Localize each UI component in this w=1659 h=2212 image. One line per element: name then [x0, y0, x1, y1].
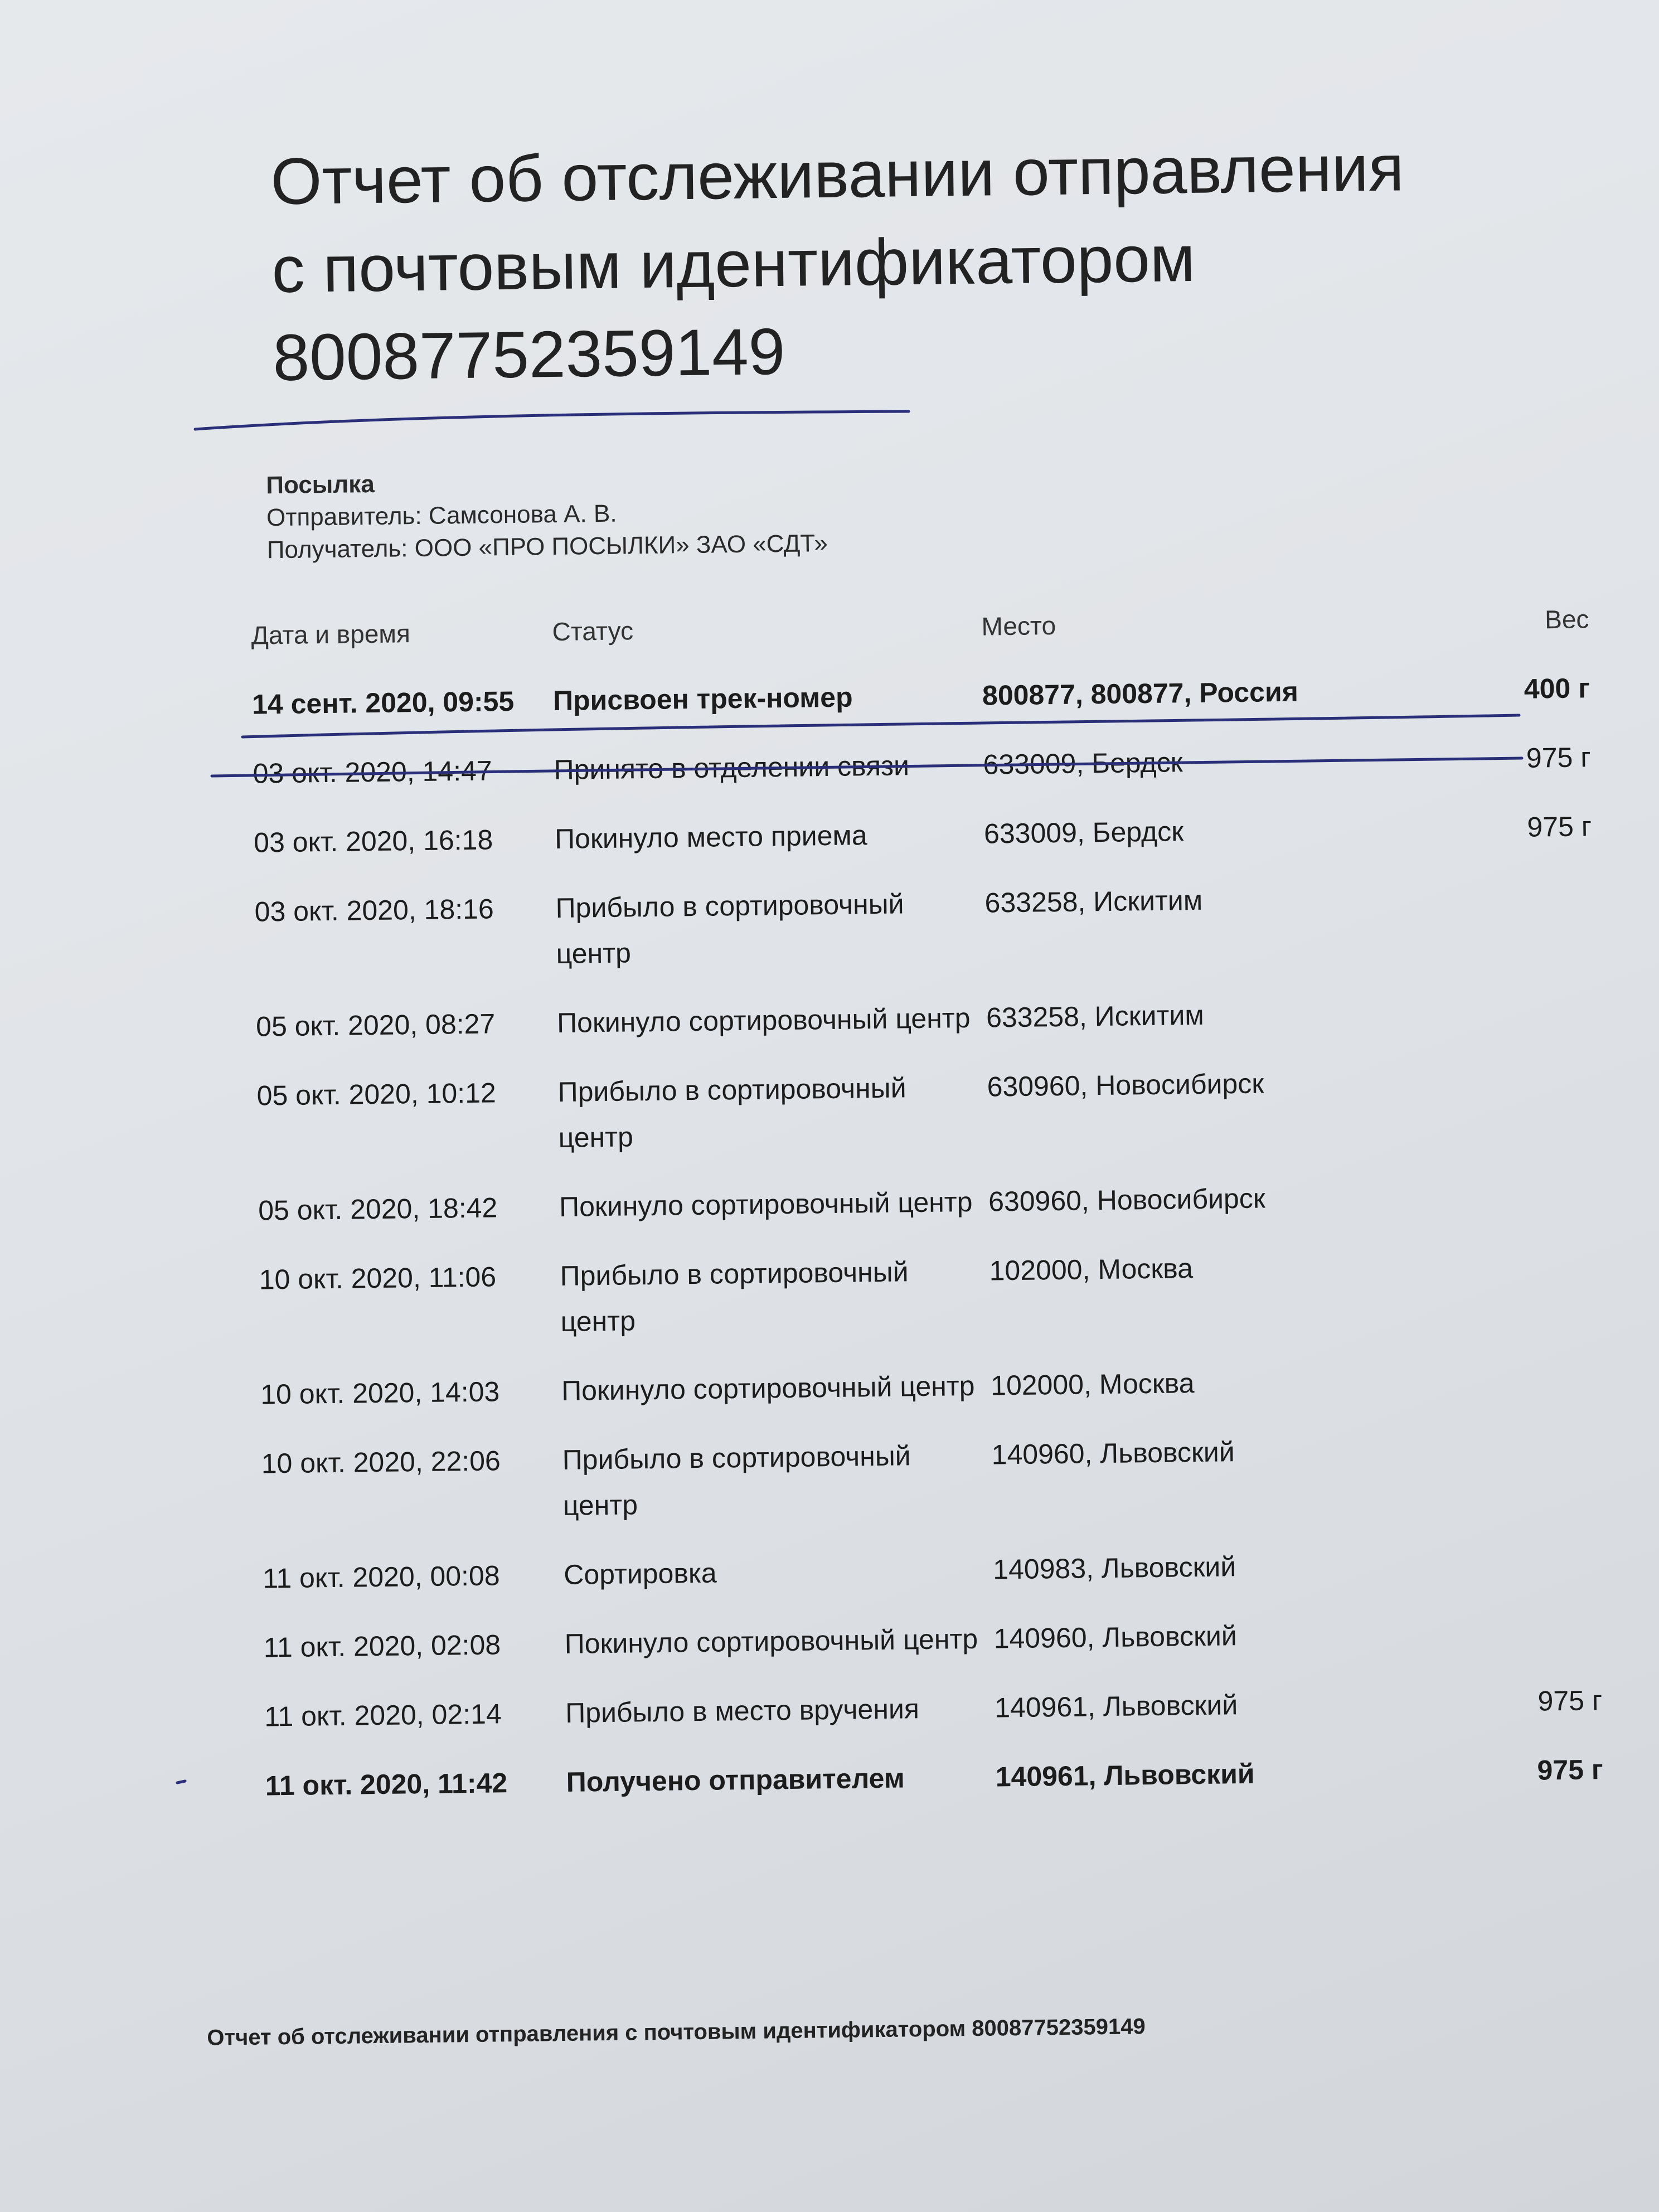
table-row: [254, 1747, 1626, 1809]
row-weight: [1412, 1171, 1619, 1220]
tracking-table: [240, 604, 1626, 1832]
recipient-line: Получатель: ООО «ПРО ПОСЫЛКИ» ЗАО «СДТ»: [266, 529, 828, 564]
row-date: 10 окт. 2020, 22:06: [261, 1445, 501, 1479]
row-weight: 975 г: [1537, 1685, 1603, 1717]
table-row: [247, 1171, 1619, 1234]
row-status: Присвоен трек-номер: [552, 681, 853, 717]
row-date: 03 окт. 2020, 16:18: [253, 824, 493, 858]
row-status: Покинуло сортировочный центр: [564, 1623, 978, 1660]
table-row: [241, 734, 1613, 797]
row-date: 11 окт. 2020, 02:08: [263, 1629, 501, 1663]
row-place: 633009, Бердск: [983, 746, 1183, 780]
row-status: Сортировка: [563, 1557, 717, 1590]
row-weight: [1410, 1056, 1618, 1151]
row-date: 14 сент. 2020, 09:55: [251, 685, 515, 720]
header-place: Место: [981, 610, 1056, 641]
title-line-2: с почтовым идентификатором: [271, 221, 1196, 307]
table-row: [243, 872, 1616, 981]
header-date: Дата и время: [251, 619, 411, 650]
row-weight: [1415, 1424, 1622, 1519]
row-place: 140961, Львовский: [994, 1689, 1238, 1724]
table-body: [241, 665, 1626, 1809]
row-place: 140960, Львовский: [993, 1620, 1238, 1655]
row-place: 140961, Львовский: [995, 1758, 1255, 1793]
row-date: 05 окт. 2020, 18:42: [258, 1192, 498, 1226]
row-weight: 975 г: [1527, 811, 1592, 843]
row-weight: [1408, 872, 1616, 967]
row-date: 11 окт. 2020, 00:08: [262, 1560, 500, 1594]
row-date: 10 окт. 2020, 11:06: [259, 1261, 497, 1296]
row-date: 05 окт. 2020, 10:12: [256, 1077, 497, 1112]
sender-line: Отправитель: Самсонова А. В.: [266, 499, 617, 532]
page-footer: Отчет об отслеживании отправления с почтовым идентификатором 80087752359149: [207, 2014, 1146, 2050]
row-weight: 975 г: [1537, 1754, 1604, 1786]
row-weight: [1417, 1539, 1623, 1588]
row-weight: [1417, 1608, 1624, 1657]
table-row: [250, 1424, 1622, 1532]
row-status: Принято в отделении связи: [554, 750, 910, 785]
table-row: [249, 1355, 1621, 1418]
row-place: 633009, Бердск: [983, 816, 1184, 850]
table-row: [248, 1240, 1620, 1348]
table-row: [252, 1608, 1624, 1671]
row-place: 630960, Новосибирск: [988, 1182, 1265, 1217]
row-status: Покинуло сортировочный центр: [559, 1186, 973, 1223]
header-status: Статус: [552, 616, 634, 647]
row-weight: 975 г: [1526, 741, 1591, 774]
row-place: 633258, Искитим: [984, 884, 1203, 919]
parcel-kind: Посылка: [266, 470, 375, 499]
table-row: [253, 1677, 1625, 1740]
row-weight: [1414, 1355, 1621, 1404]
row-date: 11 окт. 2020, 11:42: [265, 1767, 508, 1802]
table-row: [242, 803, 1614, 866]
row-date: 05 окт. 2020, 08:27: [255, 1008, 496, 1042]
header-weight: Вес: [1544, 604, 1589, 634]
row-date: 10 окт. 2020, 14:03: [260, 1376, 500, 1410]
row-date: 11 окт. 2020, 02:14: [264, 1698, 502, 1733]
row-date: 03 окт. 2020, 14:47: [253, 755, 493, 789]
report-title: [270, 122, 1556, 402]
row-status: Покинуло сортировочный центр: [561, 1370, 975, 1406]
row-place: 800877, 800877, Россия: [982, 676, 1299, 711]
row-weight: [1410, 987, 1617, 1036]
row-date: 03 окт. 2020, 18:16: [254, 893, 494, 928]
row-place: 140960, Львовский: [991, 1436, 1235, 1471]
row-place: 630960, Новосибирск: [987, 1068, 1264, 1103]
row-place: 102000, Москва: [990, 1367, 1195, 1401]
row-status: Прибыло в сортировочный центр: [560, 1256, 909, 1337]
tracking-number: 80087752359149: [272, 314, 786, 395]
table-row: [245, 1056, 1618, 1165]
table-row: [245, 987, 1617, 1050]
row-status: Прибыло в сортировочный центр: [557, 1072, 906, 1153]
row-status: Покинуло сортировочный центр: [556, 1002, 971, 1039]
shipment-info: [266, 463, 828, 566]
row-status: Прибыло в место вручения: [565, 1693, 920, 1729]
table-row: [251, 1539, 1623, 1602]
row-status: Покинуло место приема: [554, 819, 867, 855]
row-weight: 400 г: [1524, 672, 1590, 705]
row-status: Получено отправителем: [566, 1762, 905, 1798]
row-place: 102000, Москва: [989, 1253, 1194, 1287]
row-place: 633258, Искитим: [986, 999, 1205, 1034]
row-status: Прибыло в сортировочный центр: [562, 1440, 911, 1521]
row-place: 140983, Львовский: [992, 1551, 1236, 1585]
row-weight: [1413, 1240, 1620, 1335]
title-line-1: Отчет об отслеживании отправления: [270, 131, 1405, 219]
row-status: Прибыло в сортировочный центр: [555, 888, 904, 969]
